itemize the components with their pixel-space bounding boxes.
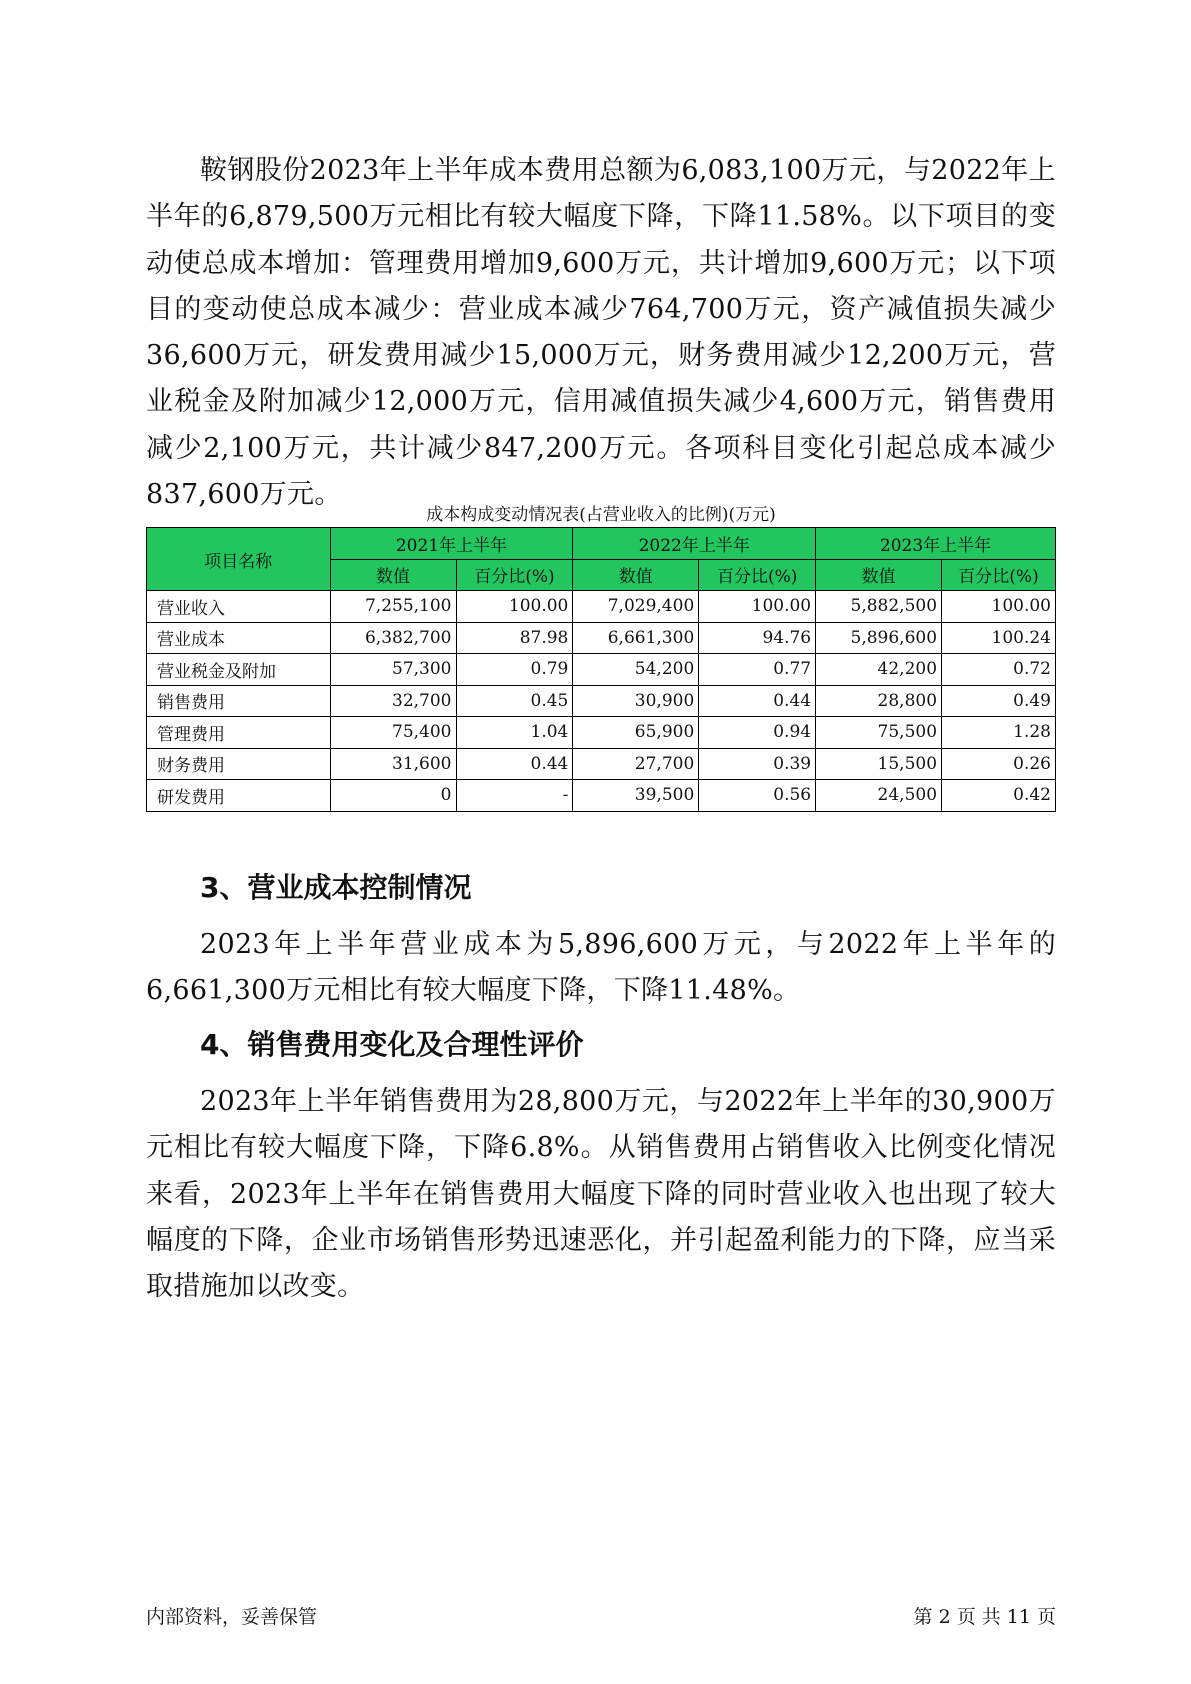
table-row <box>147 654 1056 686</box>
table-row <box>147 717 1056 749</box>
cell-percent: 0.56 <box>699 780 816 812</box>
row-item-name: 管理费用 <box>147 717 331 749</box>
cell-percent: 0.26 <box>942 748 1056 780</box>
cell-percent: 1.04 <box>456 717 573 749</box>
header-period: 2022年上半年 <box>573 528 816 560</box>
header-period: 2023年上半年 <box>816 528 1056 560</box>
row-item-name: 营业收入 <box>147 591 331 623</box>
row-item-name: 销售费用 <box>147 685 331 717</box>
cell-value: 7,029,400 <box>573 591 699 623</box>
cost-structure-table <box>146 527 1056 812</box>
cell-value: 6,661,300 <box>573 622 699 654</box>
cell-percent: 0.45 <box>456 685 573 717</box>
cell-value: 7,255,100 <box>330 591 456 623</box>
subheader-value: 数值 <box>573 559 699 591</box>
cell-value: 27,700 <box>573 748 699 780</box>
row-item-name: 研发费用 <box>147 780 331 812</box>
subheader-percent: 百分比(%) <box>699 559 816 591</box>
footer-page-number: 第 2 页 共 11 页 <box>913 1606 1056 1628</box>
header-period: 2021年上半年 <box>330 528 573 560</box>
subheader-percent: 百分比(%) <box>942 559 1056 591</box>
footer-confidential-note: 内部资料，妥善保管 <box>146 1606 318 1628</box>
cell-value: 42,200 <box>816 654 942 686</box>
cell-value: 15,500 <box>816 748 942 780</box>
row-item-name: 营业成本 <box>147 622 331 654</box>
cell-percent: 100.00 <box>456 591 573 623</box>
row-item-name: 营业税金及附加 <box>147 654 331 686</box>
cell-value: 39,500 <box>573 780 699 812</box>
cell-percent: 100.00 <box>942 591 1056 623</box>
table-row <box>147 748 1056 780</box>
cell-value: 24,500 <box>816 780 942 812</box>
cell-percent: 0.94 <box>699 717 816 749</box>
paragraph-sales-expense: 2023年上半年销售费用为28,800万元，与2022年上半年的30,900万元相比有较大幅度下降，下降6.8%。从销售费用占销售收入比例变化情况来看，2023年上半年在销售费用大幅度下降的同时营业收入也出现了较大幅度的下降，企业市场销售形势迅速恶化，并引起盈利能力的下降，应当采取措施加以改变。 <box>146 1086 1056 1303</box>
subheader-percent: 百分比(%) <box>456 559 573 591</box>
cell-percent: 0.79 <box>456 654 573 686</box>
cell-value: 57,300 <box>330 654 456 686</box>
subheader-value: 数值 <box>816 559 942 591</box>
cell-value: 54,200 <box>573 654 699 686</box>
subheader-value: 数值 <box>330 559 456 591</box>
cell-value: 5,882,500 <box>816 591 942 623</box>
table-row <box>147 780 1056 812</box>
cell-percent: 0.42 <box>942 780 1056 812</box>
section-heading-sales-expense: 4、销售费用变化及合理性评价 <box>200 1028 584 1061</box>
cell-percent: 0.72 <box>942 654 1056 686</box>
table-row <box>147 591 1056 623</box>
cell-value: 31,600 <box>330 748 456 780</box>
cell-percent: 1.28 <box>942 717 1056 749</box>
cell-percent: 100.24 <box>942 622 1056 654</box>
cell-percent: 0.44 <box>456 748 573 780</box>
paragraph-cost-summary: 鞍钢股份2023年上半年成本费用总额为6,083,100万元，与2022年上半年的6,879,500万元相比有较大幅度下降，下降11.58%。以下项目的变动使总成本增加：管理费用增加9,600万元，共计增加9,600万元；以下项目的变动使总成本减少：营业成本减少764,700万元，资产减值损失减少36,600万元，研发费用减少15,000万元，财务费用减少12,200万元，营业税金及附加减少12,000万元，信用减值损失减少4,600万元，销售费用减少2,100万元，共计减少847,200万元。各项科目变化引起总成本减少837,600万元。 <box>146 155 1056 511</box>
cell-value: 6,382,700 <box>330 622 456 654</box>
cell-percent: 87.98 <box>456 622 573 654</box>
cell-value: 5,896,600 <box>816 622 942 654</box>
cell-value: 32,700 <box>330 685 456 717</box>
cell-percent: 94.76 <box>699 622 816 654</box>
cell-percent: 0.77 <box>699 654 816 686</box>
section-heading-operating-cost: 3、营业成本控制情况 <box>200 871 472 904</box>
cell-value: 30,900 <box>573 685 699 717</box>
cell-value: 75,500 <box>816 717 942 749</box>
cell-value: 65,900 <box>573 717 699 749</box>
table-caption: 成本构成变动情况表(占营业收入的比例)(万元) <box>426 505 776 525</box>
paragraph-operating-cost: 2023年上半年营业成本为5,896,600万元，与2022年上半年的6,661,300万元相比有较大幅度下降，下降11.48%。 <box>146 929 1056 1007</box>
cell-value: 28,800 <box>816 685 942 717</box>
cell-percent: 100.00 <box>699 591 816 623</box>
cell-value: 0 <box>330 780 456 812</box>
row-item-name: 财务费用 <box>147 748 331 780</box>
header-item-name: 项目名称 <box>147 528 331 591</box>
cell-value: 75,400 <box>330 717 456 749</box>
cell-percent: 0.39 <box>699 748 816 780</box>
cell-percent: - <box>456 780 573 812</box>
table-row <box>147 685 1056 717</box>
cell-percent: 0.44 <box>699 685 816 717</box>
table-row <box>147 622 1056 654</box>
cell-percent: 0.49 <box>942 685 1056 717</box>
